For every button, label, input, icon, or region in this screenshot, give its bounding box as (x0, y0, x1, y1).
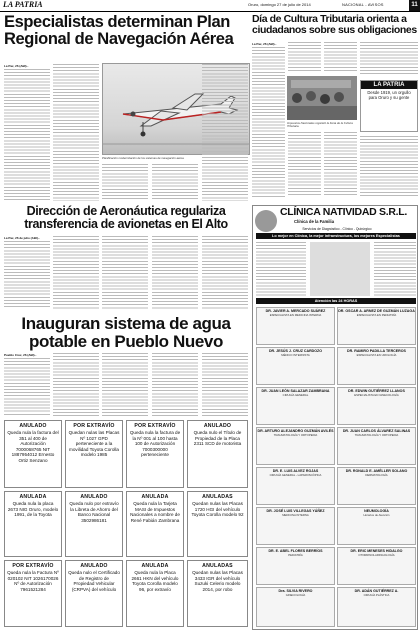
main-photo-caption: Planificación modernización de los sistemas de navegación aérea. (102, 156, 185, 160)
classified-ad (187, 560, 248, 627)
ad-title: POR EXTRAVÍO (134, 423, 176, 429)
doctor-listing (256, 587, 335, 627)
doctor-name: DR. EDWIN GUTIÉRREZ LLANOS (348, 389, 405, 393)
ad-body: Queda nula la Placa 2661 HKN del vehículo Toyota Corolla modelo 96, por extravío (131, 570, 179, 592)
doctor-listing (256, 307, 335, 345)
main-body-col-3 (102, 164, 148, 201)
clinic-building-photo (310, 242, 370, 296)
ad-body: Queda nulo el Título de Propiedad de la Placa 2311 SCD de motorista (193, 430, 242, 447)
classified-ad (187, 491, 248, 557)
doctor-name: DR. RAMIRO PADILLA TERCEROS (347, 349, 406, 353)
ad-title: ANULADO (80, 494, 108, 500)
doctor-listing (337, 587, 416, 627)
doctor-listing (256, 427, 335, 465)
doctor-specialty: CIRUGÍA GENERAL (282, 393, 309, 397)
clinic-subtitle: Clínica de la Familia (294, 219, 335, 224)
mid-body-col-4 (152, 236, 198, 309)
right-photo-caption: Impuestos Nacionales organizó la Feria de la Cultura Tributaria. (287, 121, 353, 129)
tax-fair-photo (287, 76, 357, 120)
classified-ad (126, 491, 184, 557)
promo-text: Desde 1919, un orgullo para Oruro y su gente (367, 90, 411, 100)
main-headline: Especialistas determinan Plan Regional de Navegación Aérea (4, 13, 234, 49)
section-label: NACIONAL - AVISOS (342, 2, 384, 7)
doctor-name: DR. JOSÉ LUIS VILLEGAS YÁÑEZ (266, 509, 325, 513)
doctor-specialty: PEDIATRÍA (288, 553, 303, 557)
doctor-listing (337, 387, 416, 425)
bottom-headline: Inauguran sistema de agua potable en Pueblo Nuevo (21, 314, 231, 351)
main-body-col-2 (53, 64, 99, 201)
ad-body: Quedan nulas las Placas Nº 1027 GPD perteneciente a la movilidad Toyota Corolla modelo 1985 (68, 430, 120, 458)
mid-body-col-3 (102, 236, 148, 309)
doctor-listing (256, 547, 335, 585)
main-body-col-1 (4, 69, 50, 201)
doctor-name: DR. JAVIER A. MERCADO SUÁREZ (265, 309, 326, 313)
clinic-slogan: Servicios de Diagnóstico - Clínico - Quirúrgico (302, 227, 372, 231)
mid-body-col-5 (202, 236, 248, 309)
bottom-body-col-2 (53, 353, 99, 416)
doctor-name: DR. E. ABEL FLORES BERRÍOS (268, 549, 323, 553)
doctor-specialty: MEDICINA INTERNA (282, 513, 309, 517)
ad-title: ANULADO (19, 423, 47, 429)
doctor-listing (256, 347, 335, 385)
doctor-listing (256, 387, 335, 425)
ad-title: POR EXTRAVÍO (12, 563, 54, 569)
doctor-name: DR. E. LUIS ALVEZ ROJAS (272, 469, 319, 473)
ad-body: Quedan nulas las Placas 3433 IGR del vehículo Suzuki Celerio modelo 2014, por robo (192, 570, 243, 592)
issue-date: Oruro, domingo 27 de julio de 2014 (248, 2, 311, 7)
ad-title: ANULADA (141, 494, 169, 500)
doctor-specialty: ESPECIALISTA EN MEDICINA INTERNA (269, 313, 322, 317)
mid-dateline: La Paz, 26 de julio (ABI).- (4, 236, 40, 240)
ad-body: Quedan nulas las Placas 1720 HGI del vehículo Toyota Corolla modelo 92 (191, 501, 244, 518)
clinic-services-list-1 (256, 242, 306, 296)
ad-title: ANULADAS (202, 494, 233, 500)
doctor-listing (256, 467, 335, 505)
doctor-name: DR. ERIC MENESES HIDALGO (350, 549, 403, 553)
classified-ad (4, 491, 62, 557)
doctor-name: DR. RONALD E. AMÉLLER SOLANO (345, 469, 408, 473)
doctor-specialty: CIRUGÍA GENERAL - LAPAROSCÓPICA (269, 473, 322, 477)
doctor-specialty: MÉDICO INTERNISTA (281, 353, 310, 357)
doctor-specialty: GINECOLOGÍA (285, 593, 306, 597)
doctor-listing (337, 427, 416, 465)
ad-title: ANULADA (141, 563, 169, 569)
right-body-col-4 (360, 42, 418, 76)
right-body-col-6 (324, 132, 357, 197)
right-body-col-3 (324, 42, 357, 72)
doctor-name: DR. OSCAR A. ARNEZ DE GUZMÁN LUZAGA (338, 309, 415, 313)
right-body-col-2 (288, 42, 321, 72)
doctor-name: Dra. SILVIA RIVERO (278, 589, 313, 593)
classified-ad (126, 420, 184, 488)
clinic-tagline: Lo mejor en Clínica, la mejor infraestructura, los mejores Especialistas (256, 233, 416, 239)
right-body-col-1 (252, 47, 285, 197)
doctor-listing (337, 547, 416, 585)
ad-title: POR EXTRAVÍO (73, 423, 115, 429)
doctor-name: NEUMOLOGÍA (364, 509, 389, 513)
doctor-specialty: TRAUMATOLOGÍA Y ORTOPEDIA (354, 433, 399, 437)
doctor-listing (256, 507, 335, 545)
doctor-specialty: OTORRINOLARINGOLOGÍA (358, 553, 395, 557)
classified-ad (187, 420, 248, 488)
doctor-name: DR. JESÚS J. CRUZ CARDOZO (268, 349, 323, 353)
right-body-col-7 (360, 136, 418, 197)
bottom-dateline: Pueblo Cruz, 26 (ABI).- (4, 353, 37, 357)
classified-ad (126, 560, 184, 627)
clinic-services-list-2 (374, 242, 416, 296)
patria-promo-box (360, 80, 418, 132)
ad-body: Queda nula la placa 2673 NIG Oruro, modelo 1991, de la Toyota (7, 501, 59, 518)
mid-headline: Dirección de Aeronáutica regulariza transferencia de avionetas en El Alto (24, 204, 228, 232)
right-headline: Día de Cultura Tributaria orienta a ciudadanos sobre sus obligaciones (252, 13, 417, 37)
bottom-body-col-4 (152, 353, 198, 416)
doctor-name: DR. ADÁN GUTIÉRREZ A. (354, 589, 399, 593)
bottom-body-col-1 (4, 358, 50, 416)
doctor-specialty: ESPECIALISTA EN GINECOLOGÍA (354, 393, 399, 397)
ad-body: Queda nula la Factura Nº 020102 NIT 1026170026 Nº de Autorización 7961521284 (7, 570, 59, 592)
ad-body: Queda nulo por extravío la Libreta de Ahorro del Banco Nacional 3502986181 (69, 501, 119, 523)
clinic-hours-band: Atención las 24 HORAS (256, 298, 416, 304)
doctor-listing (337, 307, 416, 345)
ad-title: ANULADAS (202, 563, 233, 569)
mid-body-col-2 (53, 236, 99, 309)
doctor-specialty: TRAUMATOLOGÍA Y ORTOPEDIA (273, 433, 318, 437)
classified-ad (65, 491, 123, 557)
doctor-specialty: DERMATOLOGÍA (365, 473, 388, 477)
main-body-col-4 (152, 164, 198, 201)
ad-body: Queda nula la factura de la Nº 001 al 100 hasta 100 de Autorización 7000300000 perteneciente (129, 430, 181, 458)
doctor-listing (337, 507, 416, 545)
ad-body: Queda nulo el Certificado de Registro de Propiedad Vehicular (CRPVA) del vehículo (68, 570, 120, 592)
right-body-col-5 (288, 132, 321, 197)
newspaper-logo: LA PATRIA (3, 0, 43, 9)
bottom-body-col-5 (202, 353, 248, 416)
doctor-specialty: CIRUGÍA PLÁSTICA (363, 593, 390, 597)
doctor-specialty: Horarios de Atención (363, 513, 390, 517)
bottom-body-col-3 (102, 353, 148, 416)
crowd-icon (287, 76, 357, 120)
clinic-name: CLÍNICA NATIVIDAD S.R.L. (280, 206, 407, 218)
right-dateline: La Paz, 26 (ABI).- (252, 42, 277, 46)
promo-title: LA PATRIA (361, 81, 417, 89)
mid-body-col-1 (4, 241, 50, 309)
doctor-name: DR. JUAN LEÓN SALAZAR ZAMBRANA (261, 389, 330, 393)
main-body-col-5 (202, 64, 248, 201)
classified-ad (65, 420, 123, 488)
doctor-specialty: ESPECIALISTA EN UROLOGÍA (356, 353, 397, 357)
doctor-listing (337, 467, 416, 505)
ad-body: Queda nula la factura del 351 al 400 de Autorización 7000068765 NIT 1887954012 Ernesto Ortiz Senzano (7, 430, 59, 463)
ad-body: Queda nula la Tarjeta MASI de Impuestos Nacionales a nombre de René Fabián Zambrana (130, 501, 180, 523)
doctor-listing (337, 347, 416, 385)
doctor-specialty: ESPECIALISTA EN PEDIATRÍA (356, 313, 397, 317)
ad-title: ANULADO (80, 563, 108, 569)
doctor-name: DR. ARTURO ALEJANDRO GUZMÁN AVILÉS (257, 429, 334, 433)
ad-title: ANULADO (203, 423, 232, 429)
page-number: 11 (409, 0, 420, 11)
ad-title: ANULADA (19, 494, 47, 500)
main-dateline: La Paz, 26 (ABI).- (4, 64, 29, 68)
classified-ad (4, 560, 62, 627)
doctor-name: DR. JUAN CARLOS ÁLVAREZ SALINAS (342, 429, 411, 433)
classified-ad (4, 420, 62, 488)
classified-ad (65, 560, 123, 627)
